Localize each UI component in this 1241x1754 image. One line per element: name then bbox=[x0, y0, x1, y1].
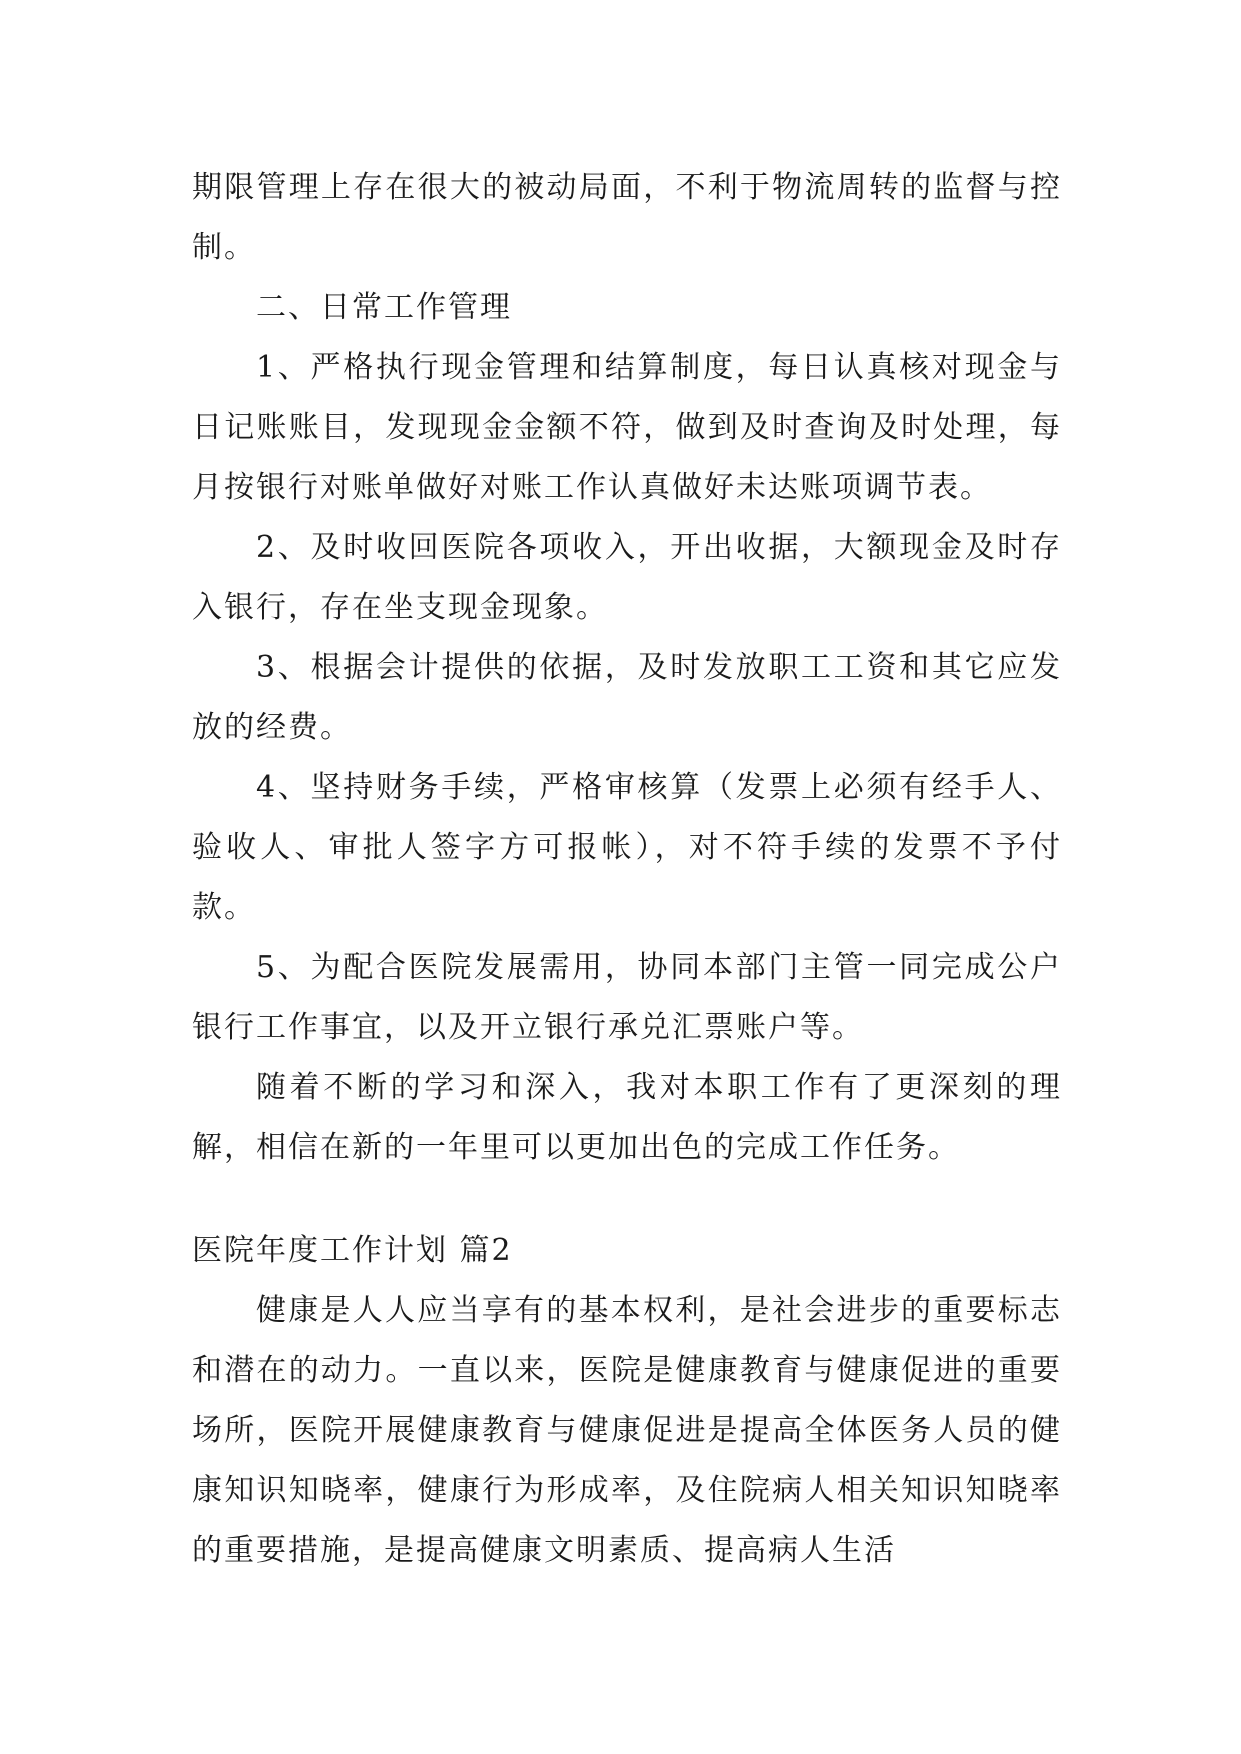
article-title: 医院年度工作计划 篇2 bbox=[192, 1233, 513, 1268]
paragraph-item-4: 4、坚持财务手续，严格审核算（发票上必须有经手人、验收人、审批人签字方可报帐），对不符手续的发票不予付款。 bbox=[192, 770, 1062, 925]
section-spacer bbox=[192, 1178, 1062, 1221]
paragraph-item-1: 1、严格执行现金管理和结算制度，每日认真核对现金与日记账账目，发现现金金额不符，做到及时查询及时处理，每月按银行对账单做好对账工作认真做好未达账项调节表。 bbox=[192, 350, 1062, 505]
section-heading-daily-work: 二、日常工作管理 bbox=[256, 290, 512, 325]
paragraph-article-2-intro: 健康是人人应当享有的基本权利，是社会进步的重要标志和潜在的动力。一直以来，医院是健康教育与健康促进的重要场所，医院开展健康教育与健康促进是提高全体医务人员的健康知识知晓率，健康行为形成率，及住院病人相关知识知晓率的重要措施，是提高健康文明素质、提高病人生活 bbox=[192, 1293, 1062, 1568]
paragraph-intro-continuation: 期限管理上存在很大的被动局面，不利于物流周转的监督与控制。 bbox=[192, 170, 1062, 265]
document-body bbox=[192, 158, 1062, 1581]
paragraph-item-3: 3、根据会计提供的依据，及时发放职工工资和其它应发放的经费。 bbox=[192, 650, 1062, 745]
paragraph-item-2: 2、及时收回医院各项收入，开出收据，大额现金及时存入银行，存在坐支现金现象。 bbox=[192, 530, 1062, 625]
paragraph-conclusion: 随着不断的学习和深入，我对本职工作有了更深刻的理解，相信在新的一年里可以更加出色的完成工作任务。 bbox=[192, 1070, 1062, 1165]
paragraph-item-5: 5、为配合医院发展需用，协同本部门主管一同完成公户银行工作事宜，以及开立银行承兑汇票账户等。 bbox=[192, 950, 1062, 1045]
